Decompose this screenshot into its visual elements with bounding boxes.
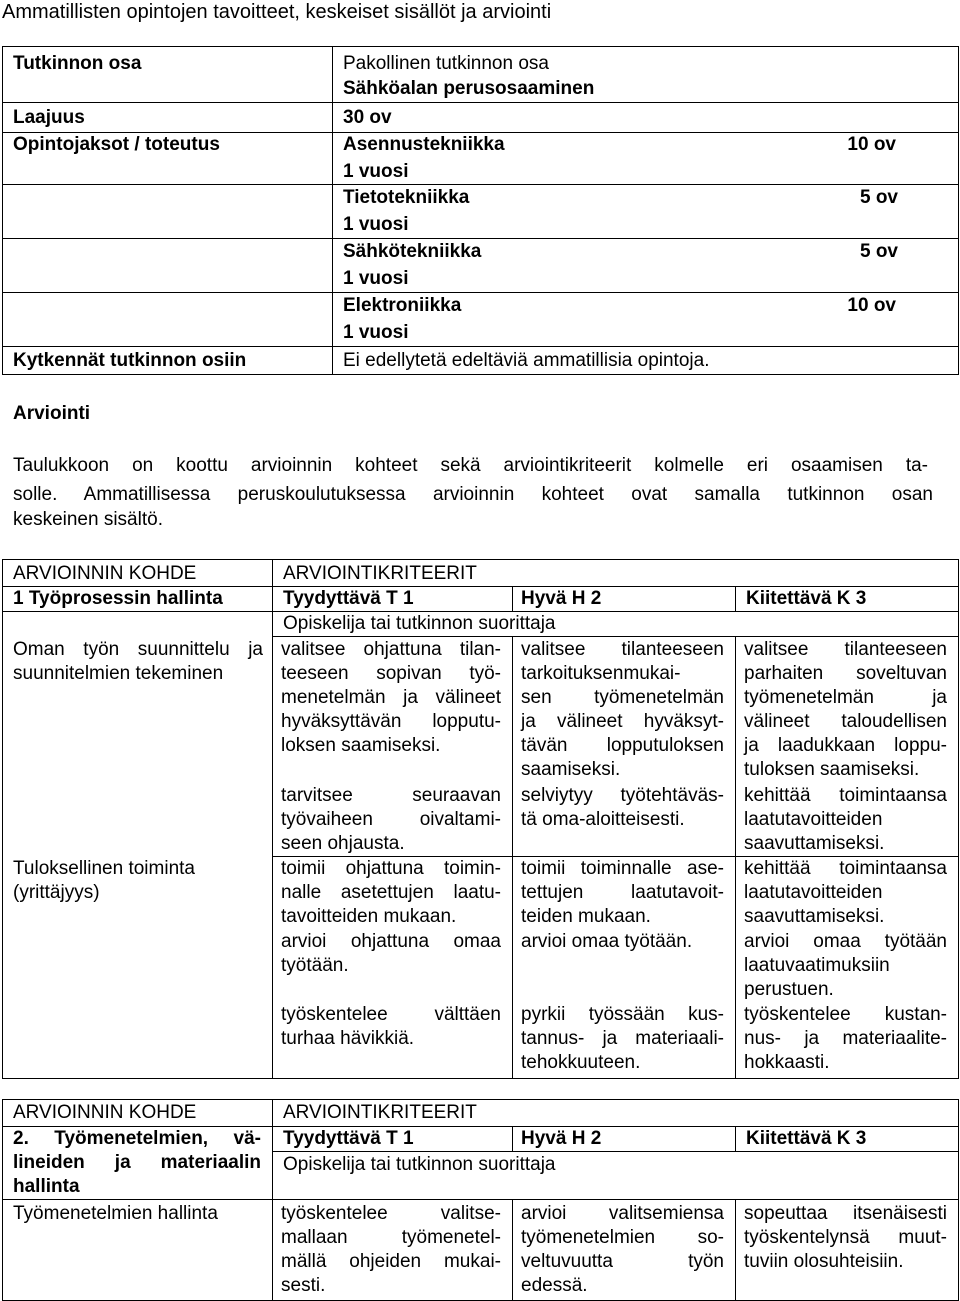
opintojaksot-label: Opintojaksot / toteutus xyxy=(13,134,220,155)
grade-k3: Kiitettävä K 3 xyxy=(746,588,867,609)
criteria-line: tavoitteiden mukaan. xyxy=(281,906,457,927)
criteria-line: työvaiheen oivaltami- xyxy=(281,809,501,830)
row-label xyxy=(13,857,263,905)
course-credits: 5 ov xyxy=(859,187,898,208)
subheader: Opiskelija tai tutkinnon suorittaja xyxy=(283,613,556,634)
kytkennat-value: Ei edellytetä edeltäviä ammatillisia opintoja. xyxy=(343,350,710,371)
criteria-line: arvioi valitsemiensa xyxy=(521,1203,724,1224)
criteria-line: työtään. xyxy=(281,955,349,976)
grade-t1: Tyydyttävä T 1 xyxy=(283,1128,414,1149)
criteria-cell xyxy=(521,930,724,954)
criteria-line: loksen saamiseksi. xyxy=(281,735,441,756)
course-credits: 10 ov xyxy=(847,295,896,316)
col-header-kohde: ARVIOINNIN KOHDE xyxy=(13,563,197,584)
criteria-line: valitsee tilanteeseen xyxy=(744,639,947,660)
criteria-line: tävän lopputuloksen xyxy=(521,735,724,756)
section-title: 1 Työprosessin hallinta xyxy=(13,588,223,609)
criteria-line: tarkoituksenmukai- xyxy=(521,663,681,684)
criteria-line: sopeuttaa itsenäisesti xyxy=(744,1203,947,1224)
criteria-line: turhaa hävikkiä. xyxy=(281,1028,415,1049)
grade-h2: Hyvä H 2 xyxy=(521,1128,602,1149)
course-name: Sähkötekniikka xyxy=(343,241,482,262)
criteria-line: tannus- ja materiaali- xyxy=(521,1028,724,1049)
criteria-cell xyxy=(281,857,501,929)
criteria-line: työskentelee kustan- xyxy=(744,1004,947,1025)
section-title xyxy=(13,1127,261,1199)
criteria-cell xyxy=(744,930,947,1002)
criteria-cell xyxy=(281,930,501,978)
criteria-line: tarvitsee seuraavan xyxy=(281,785,501,806)
grade-t1: Tyydyttävä T 1 xyxy=(283,588,414,609)
course-name: Asennustekniikka xyxy=(343,134,505,155)
criteria-cell xyxy=(744,1202,947,1274)
criteria-line: sesti. xyxy=(281,1275,326,1296)
criteria-line: tä oma-aloitteisesti. xyxy=(521,809,685,830)
criteria-line: mallaan työmenetel- xyxy=(281,1227,501,1248)
row-label-line: Tuloksellinen toiminta xyxy=(13,858,195,879)
criteria-line: ja laadukkaan loppu- xyxy=(744,735,947,756)
criteria-line: kehittää toimintaansa xyxy=(744,858,947,879)
course-year: 1 vuosi xyxy=(343,214,409,235)
row-label-line: suunnitelmien tekeminen xyxy=(13,663,224,684)
criteria-line: sen työmenetelmän xyxy=(521,687,724,708)
criteria-cell xyxy=(521,1202,724,1298)
criteria-cell xyxy=(281,638,501,758)
course-name: Elektroniikka xyxy=(343,295,462,316)
course-credits: 5 ov xyxy=(859,241,898,262)
criteria-line: nalle asetettujen laatu- xyxy=(281,882,501,903)
section-title-line: lineiden ja materiaalin xyxy=(13,1152,261,1173)
criteria-cell xyxy=(744,1003,947,1075)
criteria-line: valitsee tilanteeseen xyxy=(521,639,724,660)
course-year: 1 vuosi xyxy=(343,322,409,343)
criteria-cell xyxy=(281,1202,501,1298)
row-label xyxy=(13,638,263,686)
criteria-line: tehokkuuteen. xyxy=(521,1052,641,1073)
course-year: 1 vuosi xyxy=(343,161,409,182)
criteria-line: saamiseksi. xyxy=(521,759,621,780)
criteria-line: nus- ja materiaalite- xyxy=(744,1028,947,1049)
criteria-cell xyxy=(521,857,724,929)
tutkinnon-osa-name: Sähköalan perusosaaminen xyxy=(343,78,595,99)
criteria-line: parhaiten soveltuvan xyxy=(744,663,947,684)
criteria-line: tuviin olosuhteisiin. xyxy=(744,1251,904,1272)
row-label-line: Oman työn suunnittelu ja xyxy=(13,639,263,660)
criteria-line: menetelmän ja välineet xyxy=(281,687,501,708)
criteria-line: laatutavoitteiden xyxy=(744,882,883,903)
criteria-line: perustuen. xyxy=(744,979,834,1000)
criteria-line: arvioi omaa työtään. xyxy=(521,931,693,952)
kytkennat-label: Kytkennät tutkinnon osiin xyxy=(13,350,247,371)
criteria-line: veltuvuutta työn xyxy=(521,1251,724,1272)
criteria-line: arvioi omaa työtään xyxy=(744,931,947,952)
course-year: 1 vuosi xyxy=(343,268,409,289)
criteria-line: toimii ohjattuna toimin- xyxy=(281,858,501,879)
criteria-line: pyrkii työssään kus- xyxy=(521,1004,724,1025)
criteria-line: teiden mukaan. xyxy=(521,906,651,927)
col-header-kriteerit: ARVIOINTIKRITEERIT xyxy=(283,563,477,584)
section-title-line: hallinta xyxy=(13,1176,80,1197)
criteria-line: kehittää toimintaansa xyxy=(744,785,947,806)
criteria-line: tuloksen saamiseksi. xyxy=(744,759,920,780)
criteria-cell xyxy=(521,784,724,832)
grade-h2: Hyvä H 2 xyxy=(521,588,602,609)
criteria-cell xyxy=(281,784,501,856)
criteria-line: saavuttamiseksi. xyxy=(744,833,885,854)
laajuus-label: Laajuus xyxy=(13,107,85,128)
criteria-line: laatuvaatimuksiin xyxy=(744,955,890,976)
tutkinnon-osa-label: Tutkinnon osa xyxy=(13,53,142,74)
subheader: Opiskelija tai tutkinnon suorittaja xyxy=(283,1154,556,1175)
criteria-line: valitsee ohjattuna tilan- xyxy=(281,639,501,660)
criteria-line: hyväksyttävän lopputu- xyxy=(281,711,501,732)
criteria-line: saavuttamiseksi. xyxy=(744,906,885,927)
criteria-line: laatutavoitteiden xyxy=(744,809,883,830)
criteria-line: välineet taloudellisen xyxy=(744,711,947,732)
criteria-line: työskentelee valitse- xyxy=(281,1203,501,1224)
row-label: Työmenetelmien hallinta xyxy=(13,1203,218,1224)
criteria-line: teeseen sopivan työ- xyxy=(281,663,501,684)
criteria-line: arvioi ohjattuna omaa xyxy=(281,931,501,952)
criteria-line: työmenetelmien so- xyxy=(521,1227,724,1248)
grade-k3: Kiitettävä K 3 xyxy=(746,1128,867,1149)
course-name: Tietotekniikka xyxy=(343,187,470,208)
criteria-line: hokkaasti. xyxy=(744,1052,830,1073)
col-header-kohde: ARVIOINNIN KOHDE xyxy=(13,1102,197,1123)
section-title-line: 2. Työmenetelmien, vä- xyxy=(13,1128,261,1149)
intro-line: keskeinen sisältö. xyxy=(13,509,163,530)
intro-line: Taulukkoon on koottu arvioinnin kohteet sekä arviointikriteerit kolmelle eri osaamisen ta- xyxy=(13,455,928,476)
criteria-line: edessä. xyxy=(521,1275,588,1296)
criteria-cell xyxy=(521,1003,724,1075)
criteria-cell xyxy=(521,638,724,782)
criteria-line: työmenetelmän ja xyxy=(744,687,947,708)
criteria-cell xyxy=(744,638,947,782)
row-label-line: (yrittäjyys) xyxy=(13,882,100,903)
criteria-line: selviytyy työtehtäväs- xyxy=(521,785,724,806)
col-header-kriteerit: ARVIOINTIKRITEERIT xyxy=(283,1102,477,1123)
arviointi-heading: Arviointi xyxy=(13,403,91,424)
criteria-line: ja välineet hyväksyt- xyxy=(521,711,724,732)
criteria-cell xyxy=(281,1003,501,1051)
criteria-cell xyxy=(744,857,947,929)
criteria-line: työskentelee välttäen xyxy=(281,1004,501,1025)
criteria-line: työskentelynsä muut- xyxy=(744,1227,947,1248)
course-credits: 10 ov xyxy=(847,134,896,155)
criteria-cell xyxy=(744,784,947,856)
laajuus-value: 30 ov xyxy=(343,107,392,128)
criteria-line: toimii toiminnalle ase- xyxy=(521,858,724,879)
criteria-line: seen ohjausta. xyxy=(281,833,405,854)
intro-line: solle. Ammatillisessa peruskoulutuksessa arvioinnin kohteet ovat samalla tutkinnon osan xyxy=(13,484,933,505)
tutkinnon-osa-type: Pakollinen tutkinnon osa xyxy=(343,53,549,74)
criteria-line: mällä ohjeiden mukai- xyxy=(281,1251,501,1272)
criteria-line: tettujen laatutavoit- xyxy=(521,882,724,903)
page-title: Ammatillisten opintojen tavoitteet, keskeiset sisällöt ja arviointi xyxy=(2,1,552,23)
